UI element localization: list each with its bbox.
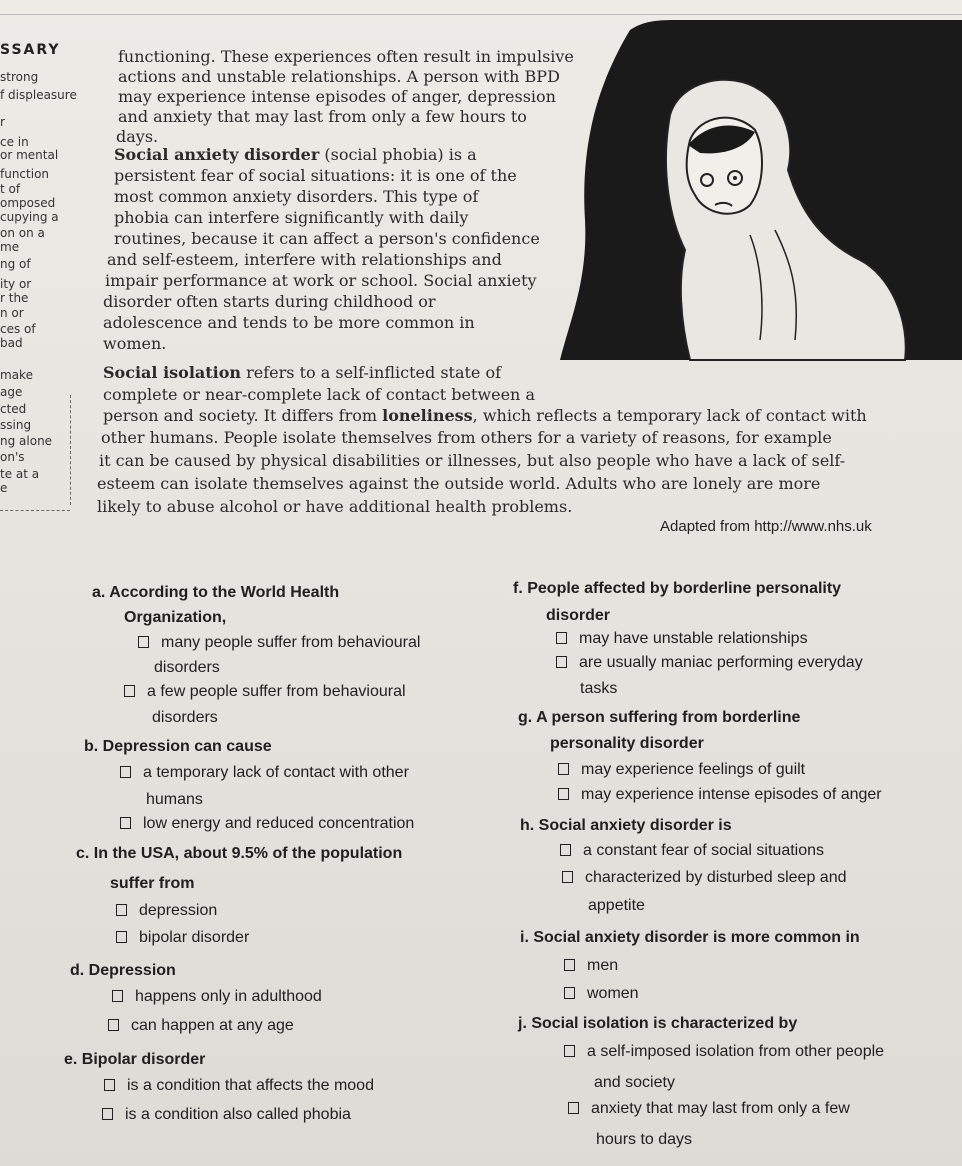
term-social-isolation: Social isolation [103, 363, 242, 382]
question-head: Organization, [124, 609, 227, 626]
option-c1[interactable] [116, 902, 217, 920]
checkbox[interactable] [102, 1108, 113, 1120]
question-g [518, 709, 800, 727]
paragraph-line: adolescence and tends to be more common in [103, 313, 475, 332]
paragraph-line: persistent fear of social situations: it is one of the [114, 166, 517, 185]
glossary-item: age [0, 385, 23, 399]
glossary-item: ce in [0, 135, 29, 149]
checkbox[interactable] [568, 1102, 579, 1114]
option-label: is a condition also called phobia [125, 1106, 351, 1123]
question-head: d. Depression [70, 962, 176, 979]
option-label: may have unstable relationships [579, 630, 808, 647]
term-social-anxiety: Social anxiety disorder [114, 145, 320, 164]
option-b1-cont: humans [146, 791, 203, 808]
option-e2[interactable] [102, 1106, 351, 1124]
option-i1[interactable] [564, 957, 618, 975]
question-head: disorder [546, 607, 611, 624]
option-f1[interactable] [556, 630, 808, 648]
checkbox[interactable] [104, 1079, 115, 1091]
option-label: is a condition that affects the mood [127, 1077, 374, 1094]
glossary-item: cted [0, 402, 27, 416]
question-a [92, 584, 339, 602]
option-j1-cont: and society [594, 1074, 675, 1091]
question-head: j. Social isolation is characterized by [518, 1015, 798, 1032]
glossary-item: ng alone [0, 434, 53, 448]
paragraph-line: most common anxiety disorders. This type of [114, 187, 479, 206]
option-label: anxiety that may last from only a few [591, 1100, 850, 1117]
paragraph-line: phobia can interfere significantly with daily [114, 208, 469, 227]
paragraph-line: actions and unstable relationships. A person with BPD [118, 67, 560, 86]
option-f2-cont: tasks [580, 680, 618, 697]
paragraph-line: women. [103, 334, 167, 353]
question-a-cont [124, 609, 226, 627]
option-label: happens only in adulthood [135, 988, 322, 1005]
glossary-item: make [0, 368, 33, 382]
glossary-item: r the [0, 291, 29, 305]
question-g-cont [550, 735, 704, 753]
question-f [513, 580, 841, 598]
question-head: c. In the USA, about 9.5% of the population [76, 845, 403, 862]
glossary-item: function [0, 167, 50, 181]
glossary-item: omposed [0, 196, 56, 210]
checkbox[interactable] [562, 871, 573, 883]
glossary-item: t of [0, 182, 21, 196]
checkbox[interactable] [124, 685, 135, 697]
glossary-item: f displeasure [0, 88, 77, 102]
paragraph-line: and self-esteem, interfere with relationships and [107, 250, 502, 269]
checkbox[interactable] [564, 959, 575, 971]
question-j [518, 1015, 797, 1033]
option-a2-cont: disorders [152, 709, 218, 726]
paragraph-line: routines, because it can affect a person's confidence [114, 229, 540, 248]
checkbox[interactable] [116, 904, 127, 916]
option-label: many people suffer from behavioural [161, 634, 421, 651]
option-label: low energy and reduced concentration [143, 815, 415, 832]
paragraph-line: disorder often starts during childhood or [103, 292, 436, 311]
question-c-cont [110, 875, 194, 893]
question-head: h. Social anxiety disorder is [520, 817, 732, 834]
question-c [76, 845, 402, 863]
option-label: bipolar disorder [139, 929, 250, 946]
option-label: a constant fear of social situations [583, 842, 825, 859]
glossary-item: e [0, 481, 8, 495]
checkbox[interactable] [120, 766, 131, 778]
isolation-line-2: complete or near-complete lack of contact between a [103, 385, 535, 404]
lead-rest: (social phobia) is a [319, 145, 477, 164]
checkbox[interactable] [108, 1019, 119, 1031]
question-h [520, 817, 732, 835]
source-credit: Adapted from http://www.nhs.uk [660, 518, 872, 535]
option-c2[interactable] [116, 929, 249, 947]
option-h2[interactable] [562, 869, 847, 887]
checkbox[interactable] [558, 788, 569, 800]
paragraph-line: functioning. These experiences often result in impulsive [118, 47, 574, 66]
paragraph-line: may experience intense episodes of anger, depression [118, 87, 556, 106]
checkbox[interactable] [558, 763, 569, 775]
option-label: women [587, 985, 639, 1002]
checkbox[interactable] [112, 990, 123, 1002]
paragraph-line: it can be caused by physical disabilities or illnesses, but also people who have a lack of self- [99, 451, 846, 470]
glossary-item: ces of [0, 322, 36, 336]
option-a2[interactable] [124, 683, 406, 701]
option-h2-cont: appetite [588, 897, 645, 914]
option-label: depression [139, 902, 218, 919]
glossary-title: SSARY [0, 42, 61, 58]
question-head: g. A person suffering from borderline [518, 709, 801, 726]
question-head: a. According to the World Health [92, 584, 340, 601]
illustration-hooded-figure [560, 20, 962, 370]
glossary-item: on's [0, 450, 25, 464]
glossary-item: bad [0, 336, 23, 350]
option-h1[interactable] [560, 842, 824, 860]
option-d2[interactable] [108, 1017, 294, 1035]
question-head: e. Bipolar disorder [64, 1051, 206, 1068]
checkbox[interactable] [564, 1045, 575, 1057]
glossary-item: n or [0, 306, 24, 320]
glossary-item: r [0, 115, 5, 129]
question-e [64, 1051, 205, 1069]
checkbox[interactable] [556, 656, 567, 668]
question-head: personality disorder [550, 735, 704, 752]
top-rule [0, 14, 962, 15]
checkbox[interactable] [564, 987, 575, 999]
option-a1[interactable] [138, 634, 420, 652]
option-label: may experience intense episodes of anger [581, 786, 882, 803]
option-e1[interactable] [104, 1077, 374, 1095]
question-head: suffer from [110, 875, 195, 892]
paragraph-line: and anxiety that may last from only a few hours to [118, 107, 527, 126]
option-label: a temporary lack of contact with other [143, 764, 409, 781]
checkbox[interactable] [560, 844, 571, 856]
paragraph-social-anxiety-lead [114, 144, 477, 165]
glossary-divider [70, 395, 72, 505]
isolation-line-3 [103, 405, 867, 426]
line-part: , which reflects a temporary lack of contact with [472, 406, 867, 425]
glossary-item: ity or [0, 277, 32, 291]
option-d1[interactable] [112, 988, 322, 1006]
glossary-item: me [0, 240, 20, 254]
lead-rest: refers to a self-inflicted state of [241, 363, 502, 382]
glossary-divider-bottom [0, 510, 70, 511]
question-head: f. People affected by borderline personality [513, 580, 842, 597]
option-g1[interactable] [558, 761, 805, 779]
option-j1[interactable] [564, 1043, 884, 1061]
glossary-item: or mental [0, 148, 59, 162]
option-label: characterized by disturbed sleep and [585, 869, 847, 886]
option-label: may experience feelings of guilt [581, 761, 806, 778]
glossary-item: cupying a [0, 210, 59, 224]
option-label: a few people suffer from behavioural [147, 683, 406, 700]
option-g2[interactable] [558, 786, 882, 804]
paragraph-line: esteem can isolate themselves against the outside world. Adults who are lonely are more [97, 474, 821, 493]
option-b2[interactable] [120, 815, 414, 833]
option-i2[interactable] [564, 985, 639, 1003]
question-head: b. Depression can cause [84, 738, 272, 755]
line-part: person and society. It differs from [103, 406, 383, 425]
term-loneliness: loneliness [382, 406, 473, 425]
question-f-cont [546, 607, 610, 625]
checkbox[interactable] [556, 632, 567, 644]
checkbox[interactable] [138, 636, 149, 648]
glossary-item: strong [0, 70, 39, 84]
option-label: are usually maniac performing everyday [579, 654, 863, 671]
option-label: men [587, 957, 619, 974]
glossary-item: te at a [0, 467, 40, 481]
option-f2[interactable] [556, 654, 863, 672]
question-head: i. Social anxiety disorder is more common in [520, 929, 860, 946]
option-j2[interactable] [568, 1100, 850, 1118]
glossary-item: on on a [0, 226, 45, 240]
paragraph-line: days. [116, 127, 159, 146]
question-i [520, 929, 860, 947]
glossary-item: ng of [0, 257, 31, 271]
question-d [70, 962, 176, 980]
paragraph-isolation-lead [103, 362, 501, 383]
option-a1-cont: disorders [154, 659, 220, 676]
option-label: can happen at any age [131, 1017, 294, 1034]
paragraph-line: likely to abuse alcohol or have additional health problems. [97, 497, 573, 516]
glossary-item: ssing [0, 418, 32, 432]
checkbox[interactable] [120, 817, 131, 829]
option-label: a self-imposed isolation from other people [587, 1043, 885, 1060]
paragraph-line: other humans. People isolate themselves from others for a variety of reasons, for example [101, 428, 832, 447]
paragraph-line: impair performance at work or school. Social anxiety [105, 271, 537, 290]
checkbox[interactable] [116, 931, 127, 943]
option-b1[interactable] [120, 764, 409, 782]
question-b [84, 738, 272, 756]
option-j2-cont: hours to days [596, 1131, 693, 1148]
